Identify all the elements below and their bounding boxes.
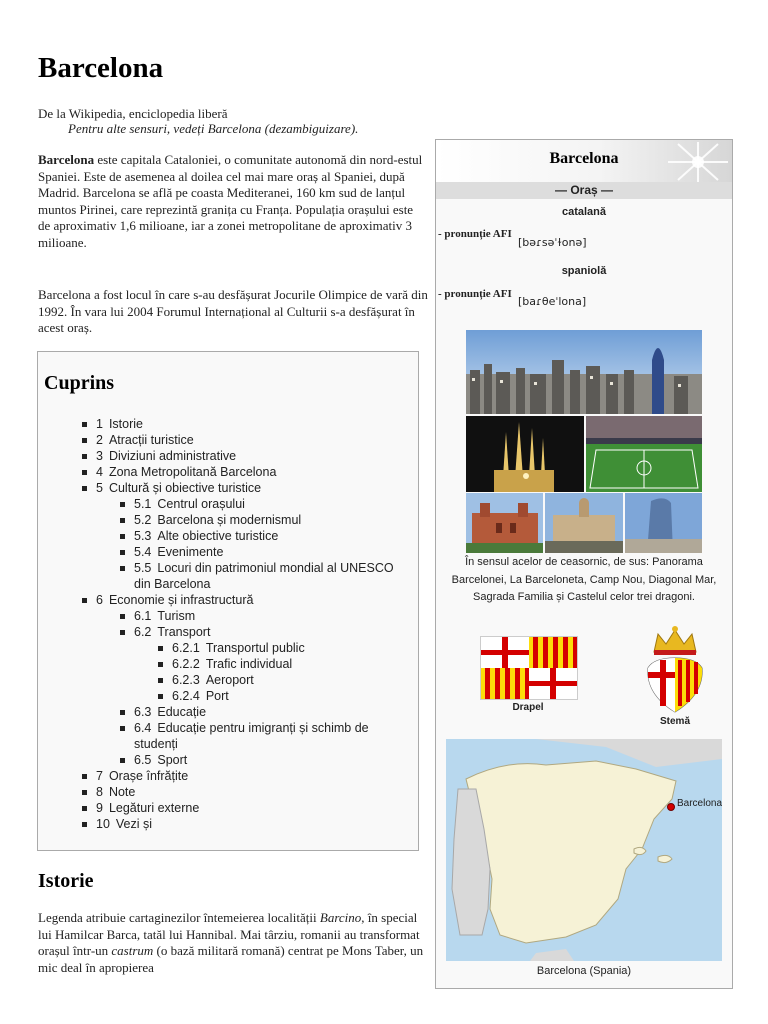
toc-item-number: 6.2 — [134, 625, 152, 639]
coat-of-arms-label: Stemă — [659, 716, 690, 727]
toc-item-label: Aeroport — [205, 673, 254, 687]
toc-item-number: 5.1 — [134, 497, 152, 511]
toc-item-number: 1 — [96, 417, 103, 431]
toc-item[interactable] — [96, 784, 410, 800]
collage-caption: În sensul acelor de ceasornic, de sus: Panorama Barcelonei, La Barceloneta, Camp Nou, Diagonal Mar, Sagrada Familia și Castelul celor trei dragoni. — [451, 556, 717, 603]
toc-item[interactable] — [96, 432, 410, 448]
toc-item-label: Educație — [157, 705, 207, 719]
toc-item-number: 9 — [96, 801, 103, 815]
toc-item-number: 5.5 — [134, 561, 152, 575]
table-of-contents — [37, 351, 419, 851]
infobox — [435, 139, 733, 989]
panorama-photo[interactable] — [466, 330, 702, 414]
pronunciation-spanish: [baɾθeˈlona] — [518, 295, 587, 308]
toc-item-label: Orașe înfrățite — [108, 769, 189, 783]
toc-item-number: 6.2.4 — [172, 689, 200, 703]
intro-paragraph-1 — [38, 152, 428, 251]
site-tagline: De la Wikipedia, enciclopedia liberă — [38, 106, 228, 121]
toc-item-number: 6.5 — [134, 753, 152, 767]
map-caption: Barcelona (Spania) — [536, 965, 632, 977]
toc-item[interactable] — [172, 656, 410, 672]
toc-item[interactable] — [96, 448, 410, 464]
istorie-italic-castrum: castrum — [111, 943, 154, 958]
toc-item[interactable] — [96, 416, 410, 432]
toc-item-label: Alte obiective turistice — [157, 529, 279, 543]
toc-item-label: Evenimente — [157, 545, 224, 559]
flag-label: Drapel — [512, 702, 544, 713]
flag-image[interactable] — [480, 636, 578, 700]
istorie-italic-barcino[interactable]: Barcino — [319, 910, 362, 925]
istorie-text-b: , în special lui Hamilcar Barca, tatăl lui Hannibal. Mai târziu, romanii au transformat orașul într-un — [38, 910, 420, 958]
toc-item[interactable] — [96, 800, 410, 816]
toc-item[interactable] — [96, 592, 410, 608]
intro-paragraph-2: Barcelona a fost locul în care s-au desfășurat Jocurile Olimpice de vară din 1992. În vara lui 2004 Forumul Internațional al Culturii s-a desfășurat în acest oraș. — [38, 287, 428, 335]
toc-item-label: Trafic individual — [205, 657, 293, 671]
toc-item[interactable] — [96, 768, 410, 784]
toc-item-label: Locuri din patrimoniul mondial al UNESCO din Barcelona — [134, 561, 394, 591]
toc-item-number: 10 — [96, 817, 110, 831]
toc-item-label: Educație pentru imigranți și schimb de studenți — [134, 721, 369, 751]
toc-item[interactable] — [134, 752, 410, 768]
toc-item-label: Turism — [157, 609, 196, 623]
toc-item[interactable] — [134, 560, 410, 592]
toc-item[interactable] — [134, 512, 410, 528]
intro-bold-term: Barcelona — [38, 152, 95, 167]
toc-item-label: Legături externe — [108, 801, 200, 815]
toc-item-number: 7 — [96, 769, 103, 783]
toc-item-number: 6.2.2 — [172, 657, 200, 671]
barcelona-marker — [668, 804, 675, 811]
disambiguation-hatnote[interactable]: Pentru alte sensuri, vedeți Barcelona (dezambiguizare). — [68, 121, 359, 136]
diagonal-mar-photo[interactable] — [625, 493, 702, 553]
toc-item[interactable] — [172, 640, 410, 656]
toc-item-number: 6.2.1 — [172, 641, 200, 655]
toc-item-number: 6.1 — [134, 609, 152, 623]
toc-title: Cuprins — [44, 372, 115, 394]
toc-item-number: 8 — [96, 785, 103, 799]
section-heading-istorie: Istorie — [38, 870, 94, 892]
language-catalan: catalană — [561, 206, 607, 218]
pronunciation-catalan: [bəɾsəˈɫonə] — [518, 236, 587, 249]
page-title: Barcelona — [38, 52, 164, 84]
toc-item-number: 5 — [96, 481, 103, 495]
toc-item[interactable] — [96, 480, 410, 496]
toc-item-number: 5.2 — [134, 513, 152, 527]
pronunciation-label-catalan[interactable]: - pronunție AFI — [438, 228, 512, 240]
map-marker-label: Barcelona — [677, 798, 722, 809]
istorie-text-c: (o bază militară romană) centrat pe Mons Taber, un mic deal în apropierea — [38, 943, 424, 975]
toc-item-label: Diviziuni administrative — [108, 449, 237, 463]
toc-item[interactable] — [172, 688, 410, 704]
intro-paragraph-1-text: este capitala Cataloniei, o comunitate autonomă din nord-estul Spaniei. Este de asemenea al doilea cel mai mare oraș al Spaniei, după Madrid. Barcelona se află pe coasta Mediteranei, 160 km sud de lanțul muntos Pirinei, care reprezintă granița cu Franța. Populația orașului este de aproximativ 1,6 milioane, iar a zonei metropolitane de aproximativ 3 milioane. — [38, 152, 423, 250]
toc-item-number: 5.3 — [134, 529, 152, 543]
toc-item-label: Istorie — [108, 417, 143, 431]
sagrada-familia-photo[interactable] — [466, 416, 584, 492]
coat-of-arms-image[interactable] — [644, 624, 706, 714]
toc-item[interactable] — [134, 496, 410, 512]
infobox-header — [436, 140, 732, 182]
language-spanish: spaniolă — [561, 265, 607, 277]
toc-item[interactable] — [172, 672, 410, 688]
toc-item-label: Transportul public — [205, 641, 305, 655]
toc-item-label: Economie și infrastructură — [108, 593, 254, 607]
toc-item[interactable] — [134, 528, 410, 544]
istorie-paragraph — [38, 910, 424, 976]
toc-item-label: Barcelona și modernismul — [157, 513, 302, 527]
toc-item-number: 2 — [96, 433, 103, 447]
toc-item-label: Centrul orașului — [157, 497, 245, 511]
infobox-type-band: — Oraș — — [436, 182, 732, 199]
toc-item-label: Vezi și — [115, 817, 153, 831]
toc-item-label: Note — [108, 785, 136, 799]
pronunciation-label-spanish[interactable]: - pronunție AFI — [438, 288, 512, 300]
infobox-title: Barcelona — [549, 150, 619, 167]
toc-item-label: Port — [205, 689, 229, 703]
toc-item-label: Cultură și obiective turistice — [108, 481, 262, 495]
toc-item[interactable] — [96, 816, 410, 832]
camp-nou-photo[interactable] — [586, 416, 702, 492]
toc-item[interactable] — [134, 704, 410, 720]
toc-item-label: Atracții turistice — [108, 433, 194, 447]
toc-item-label: Zona Metropolitană Barcelona — [108, 465, 277, 479]
toc-item-label: Transport — [157, 625, 211, 639]
toc-item[interactable] — [134, 608, 410, 624]
palace-photo[interactable] — [545, 493, 623, 553]
castle-three-dragons-photo[interactable] — [466, 493, 543, 553]
toc-item-number: 5.4 — [134, 545, 152, 559]
toc-item-number: 3 — [96, 449, 103, 463]
toc-item-number: 6.2.3 — [172, 673, 200, 687]
toc-item[interactable] — [134, 720, 410, 752]
toc-item-number: 4 — [96, 465, 103, 479]
toc-item-number: 6 — [96, 593, 103, 607]
toc-item-number: 6.4 — [134, 721, 152, 735]
toc-item-label: Sport — [157, 753, 188, 767]
toc-item[interactable] — [134, 624, 410, 640]
toc-item-number: 6.3 — [134, 705, 152, 719]
toc-item[interactable] — [96, 464, 410, 480]
locator-map[interactable] — [446, 739, 722, 961]
istorie-text-a: Legenda atribuie cartaginezilor întemeierea localității — [38, 910, 320, 925]
toc-item[interactable] — [134, 544, 410, 560]
